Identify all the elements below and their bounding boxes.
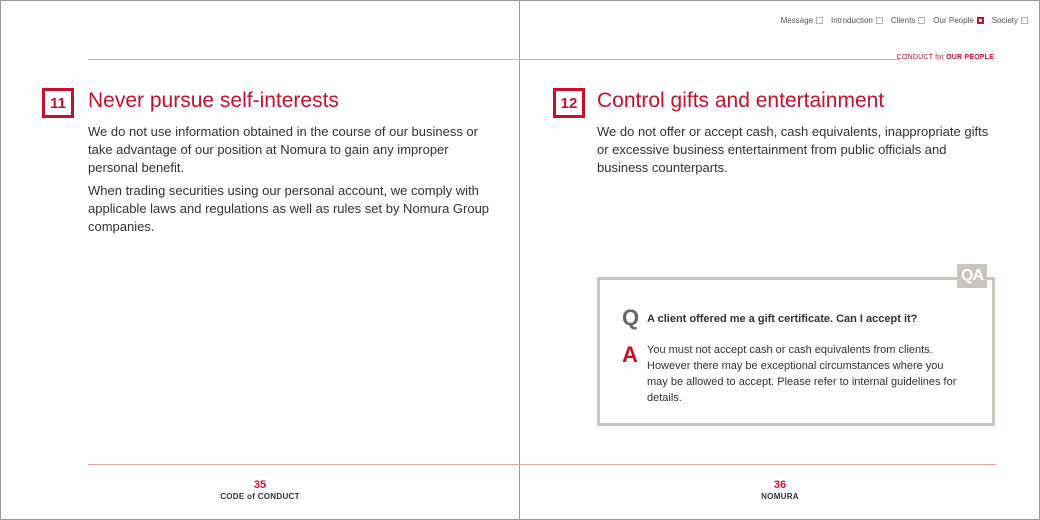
nav-item-label: Our People bbox=[933, 16, 974, 25]
section-tag-emphasis: OUR PEOPLE bbox=[946, 54, 994, 61]
square-icon bbox=[1021, 17, 1028, 24]
page-number-left: 35 bbox=[253, 479, 267, 491]
footer-rule bbox=[88, 464, 996, 465]
square-icon bbox=[876, 17, 883, 24]
page-divider bbox=[519, 0, 520, 520]
nav-item-message[interactable] bbox=[781, 16, 823, 25]
header-rule bbox=[88, 59, 900, 60]
section-tag bbox=[897, 54, 994, 61]
qa-question: A client offered me a gift certificate. Can I accept it? bbox=[647, 313, 918, 325]
nav-item-our-people[interactable] bbox=[933, 16, 983, 25]
principle-paragraph: We do not use information obtained in the course of our business or take advantage of our position at Nomura to gain any improper personal benefit. bbox=[88, 124, 478, 175]
nav-item-label: Society bbox=[991, 16, 1018, 25]
chapter-nav bbox=[781, 16, 1028, 25]
principle-paragraph: We do not offer or accept cash, cash equivalents, inappropriate gifts or excessive business entertainment from public officials and business counterparts. bbox=[597, 124, 989, 175]
section-tag-prefix: CONDUCT for bbox=[896, 54, 944, 61]
square-icon bbox=[918, 17, 925, 24]
principle-number-12: 12 bbox=[553, 88, 585, 118]
active-square-icon bbox=[977, 17, 984, 24]
nav-item-label: Clients bbox=[890, 16, 916, 25]
question-letter: Q bbox=[622, 305, 640, 330]
footer-logo-right: NOMURA bbox=[761, 492, 799, 501]
nav-item-label: Introduction bbox=[831, 16, 873, 25]
footer-label-left: CODE of CONDUCT bbox=[220, 492, 300, 501]
qa-answer: You must not accept cash or cash equivalents from clients. However there may be exceptional circumstances where you may be allowed to accept. Please refer to internal guidelines for details. bbox=[647, 344, 957, 404]
nav-item-label: Message bbox=[780, 16, 814, 25]
principle-paragraph: When trading securities using our personal account, we comply with applicable laws and regulations as well as rules set by Nomura Group companies. bbox=[88, 183, 490, 234]
principle-number-11: 11 bbox=[42, 88, 74, 118]
nav-item-clients[interactable] bbox=[891, 16, 925, 25]
nav-item-society[interactable] bbox=[992, 16, 1028, 25]
page-number-right: 36 bbox=[773, 479, 787, 491]
square-icon bbox=[816, 17, 823, 24]
answer-letter: A bbox=[622, 342, 638, 367]
qa-badge: QA bbox=[957, 264, 987, 288]
principle-title-11: Never pursue self-interests bbox=[88, 89, 339, 112]
principle-title-12: Control gifts and entertainment bbox=[597, 89, 885, 112]
nav-item-introduction[interactable] bbox=[831, 16, 883, 25]
